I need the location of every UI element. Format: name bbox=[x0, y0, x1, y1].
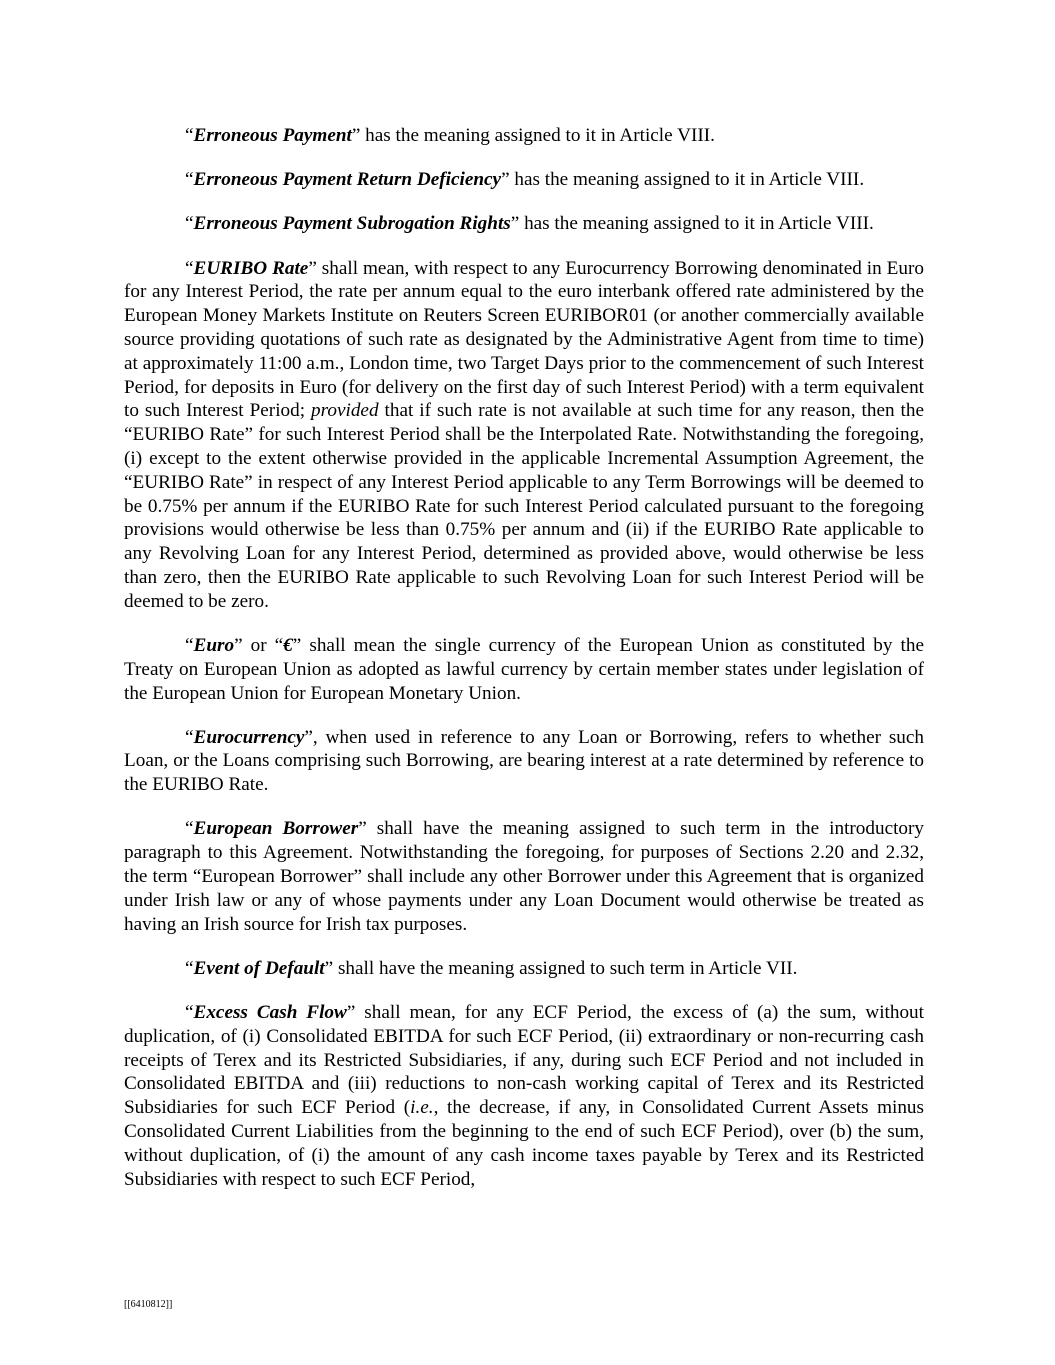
definition-text: ”, when used in reference to any Loan or Borrowing, refers to whether such Loan, or the Loans comprising such Borrowing, are bearing interest at a rate determined by reference to the EURIBO Rate. bbox=[124, 726, 924, 796]
definition-text: ” has the meaning assigned to it in Article VIII. bbox=[351, 125, 715, 146]
open-quote: “ bbox=[185, 818, 194, 840]
definition-text: ” shall have the meaning assigned to such term in Article VII. bbox=[324, 957, 798, 979]
open-quote: “ bbox=[185, 125, 194, 146]
open-quote: “ bbox=[185, 257, 194, 279]
defined-term: Erroneous Payment Return Deficiency bbox=[193, 169, 502, 191]
definition-euro bbox=[124, 634, 924, 705]
definition-erroneous-payment bbox=[124, 124, 924, 148]
document-id-footer: [[6410812]] bbox=[124, 1299, 173, 1310]
definition-text: ” shall mean, with respect to any Eurocurrency Borrowing denominated in Euro for any Interest Period, the rate per annum equal to the euro interbank offered rate administered by the European Money Markets Institute on Reuters Screen EURIBOR01 (or another commercially available source providing quotations of such rate as designated by the Administrative Agent from time to time) at approximately 11:00 a.m., London time, two Target Days prior to the commencement of such Interest Period, for deposits in Euro (for delivery on the first day of such Interest Period) with a term equivalent to such Interest Period; bbox=[124, 257, 924, 422]
definition-text: ” shall mean the single currency of the European Union as constituted by the Treaty on European Union as adopted as lawful currency by certain member states under legislation of the European Union for European Monetary Union. bbox=[124, 634, 924, 704]
defined-term: Excess Cash Flow bbox=[193, 1002, 347, 1024]
definition-eurocurrency bbox=[124, 726, 924, 797]
definition-text-continued: that if such rate is not available at such time for any reason, then the “EURIBO Rate” for such Interest Period shall be the Interpolated Rate. Notwithstanding the foregoing, (i) except to the extent otherwise provided in the applicable Incremental Assumption Agreement, the “EURIBO Rate” in respect of any Interest Period applicable to any Term Borrowings will be deemed to be 0.75% per annum if the EURIBO Rate for such Interest Period calculated pursuant to the foregoing provisions would otherwise be less than 0.75% per annum and (ii) if the EURIBO Rate applicable to any Revolving Loan for any Interest Period, determined as provided above, would otherwise be less than zero, then the EURIBO Rate applicable to such Revolving Loan for such Interest Period will be deemed to be zero. bbox=[124, 400, 924, 612]
definition-event-of-default bbox=[124, 957, 924, 981]
open-quote: “ bbox=[185, 1002, 194, 1024]
definition-text: ” has the meaning assigned to it in Article VIII. bbox=[501, 169, 865, 191]
definition-erroneous-payment-return-deficiency bbox=[124, 168, 924, 192]
defined-term: Erroneous Payment Subrogation Rights bbox=[193, 213, 511, 235]
proviso-word: provided bbox=[311, 400, 379, 422]
definition-erroneous-payment-subrogation-rights bbox=[124, 212, 924, 236]
definition-text: ” shall have the meaning assigned to such term in the introductory paragraph to this Agreement. Notwithstanding the foregoing, for purposes of Sections 2.20 and 2.32, the term “European Borrower” shall include any other Borrower under this Agreement that is organized under Irish law or any of whose payments under any Loan Document would otherwise be treated as having an Irish source for Irish tax purposes. bbox=[124, 818, 925, 935]
open-quote: “ bbox=[185, 957, 194, 979]
defined-term: Euro bbox=[193, 634, 235, 656]
open-quote: “ bbox=[185, 169, 194, 191]
defined-term: EURIBO Rate bbox=[193, 257, 309, 279]
defined-term: Event of Default bbox=[193, 957, 325, 979]
open-quote: “ bbox=[185, 213, 194, 235]
open-quote: “ bbox=[185, 634, 194, 656]
definition-euribo-rate bbox=[124, 257, 924, 614]
definition-excess-cash-flow bbox=[124, 1001, 924, 1191]
euro-symbol-term: € bbox=[283, 634, 293, 656]
document-page bbox=[124, 124, 924, 1212]
ie-abbreviation: i.e. bbox=[410, 1097, 434, 1119]
definition-text-continued: , the decrease, if any, in Consolidated Current Assets minus Consolidated Current Liabilities from the beginning to the end of such ECF Period), over (b) the sum, without duplication, of (i) the amount of any cash income taxes payable by Terex and its Restricted Subsidiaries with respect to such ECF Period, bbox=[124, 1097, 924, 1190]
defined-term: European Borrower bbox=[193, 818, 359, 840]
term-connector: ” or “ bbox=[234, 634, 284, 656]
definition-european-borrower bbox=[124, 817, 924, 936]
open-quote: “ bbox=[185, 726, 194, 748]
definition-text: ” shall mean, for any ECF Period, the excess of (a) the sum, without duplication, of (i) Consolidated EBITDA for such ECF Period, (ii) extraordinary or non-recurring cash receipts of Terex and its Restricted Subsidiaries, if any, during such ECF Period and not included in Consolidated EBITDA and (iii) reductions to non-cash working capital of Terex and its Restricted Subsidiaries for such ECF Period ( bbox=[124, 1002, 924, 1119]
defined-term: Eurocurrency bbox=[193, 726, 305, 748]
defined-term: Erroneous Payment bbox=[193, 125, 352, 146]
definition-text: ” has the meaning assigned to it in Article VIII. bbox=[510, 213, 874, 235]
